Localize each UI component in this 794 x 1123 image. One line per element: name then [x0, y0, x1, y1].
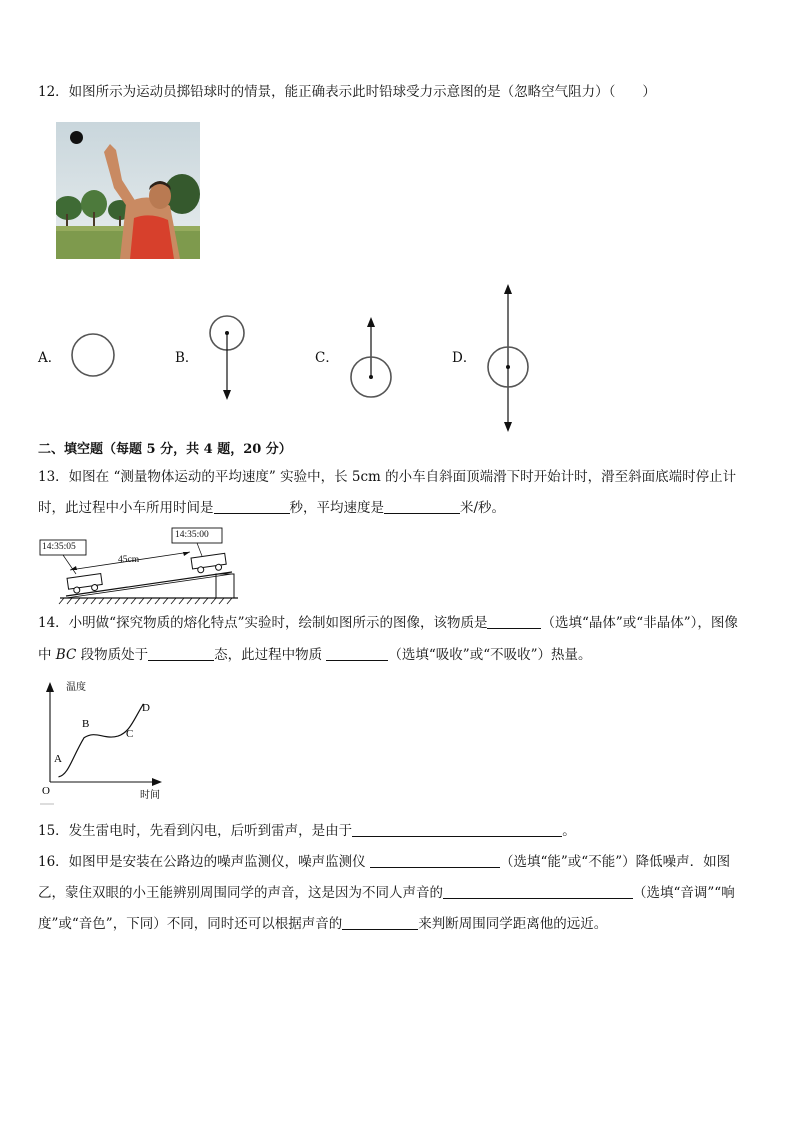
melting-curve — [59, 704, 144, 777]
q16-blank-distance[interactable] — [342, 915, 418, 930]
clock-bottom: 14:35:05 — [42, 542, 76, 552]
option-d-diagram[interactable] — [485, 282, 531, 438]
x-axis-arrow — [152, 778, 162, 786]
q14-blank-type[interactable] — [487, 614, 541, 629]
section-heading: 二、填空题（每题 5 分，共 4 题，20 分） — [38, 442, 292, 457]
clock-top: 14:35:00 — [175, 530, 209, 540]
y-axis-label: 温度 — [66, 682, 86, 693]
q14-blank-heat[interactable] — [326, 646, 388, 661]
q14-blank-state[interactable] — [148, 646, 214, 661]
q16-blank-feature[interactable] — [443, 884, 633, 899]
q15-line: 15．发生雷电时，先看到闪电，后听到雷声，是由于 。 — [38, 823, 576, 839]
option-c-label[interactable]: C． — [315, 350, 339, 366]
q14-line1: 14．小明做“探究物质的熔化特点”实验时，绘制如图所示的图像，该物质是 （选填“晶体”或“非晶体”），图像 — [38, 615, 738, 631]
origin-label: O — [42, 785, 50, 797]
point-label-d: D — [142, 702, 150, 714]
q13-blank-time[interactable] — [214, 499, 290, 514]
shot-put-ball — [70, 131, 83, 144]
option-d-label[interactable]: D． — [452, 350, 477, 366]
q14-line2: 中 BC 段物质处于 态，此过程中物质 （选填“吸收”或“不吸收”）热量。 — [38, 647, 592, 663]
melting-chart — [36, 678, 176, 810]
q16-line2: 乙，蒙住双眼的小王能辨别周围同学的声音，这是因为不同人声音的 （选填“音调”“响 — [38, 885, 735, 901]
x-axis-label: 时间 — [140, 790, 160, 801]
q13-line1: 13．如图在 “测量物体运动的平均速度” 实验中，长 5cm 的小车自斜面顶端滑下时开始计时，滑至斜面底端时停止计 — [38, 469, 737, 485]
q15-blank[interactable] — [352, 822, 562, 837]
point-label-c: C — [126, 728, 134, 740]
option-c-diagram[interactable] — [348, 314, 394, 404]
q13-line2: 时，此过程中小车所用时间是 秒，平均速度是 米/秒。 — [38, 500, 506, 516]
distance-label: 45cm — [118, 555, 140, 565]
incline-experiment-figure — [36, 524, 246, 612]
y-axis-arrow — [46, 682, 54, 692]
option-a-label[interactable]: A． — [38, 350, 62, 366]
option-b-label[interactable]: B． — [175, 350, 199, 366]
option-b-diagram[interactable] — [206, 314, 248, 408]
q12-stem: 12．如图所示为运动员掷铅球时的情景，能正确表示此时铅球受力示意图的是（忽略空气阻力）（ ） — [38, 84, 656, 100]
q16-line1: 16．如图甲是安装在公路边的噪声监测仪，噪声监测仪 （选填“能”或“不能”）降低噪声．如图 — [38, 854, 731, 870]
q16-line3: 度”或“音色”，下同）不同，同时还可以根据声音的 来判断周围同学距离他的远近。 — [38, 916, 608, 932]
option-a-diagram[interactable] — [70, 332, 116, 382]
q13-blank-speed[interactable] — [384, 499, 460, 514]
point-label-a: A — [54, 753, 62, 765]
q16-blank-reduce[interactable] — [370, 853, 500, 868]
point-label-b: B — [82, 718, 90, 730]
